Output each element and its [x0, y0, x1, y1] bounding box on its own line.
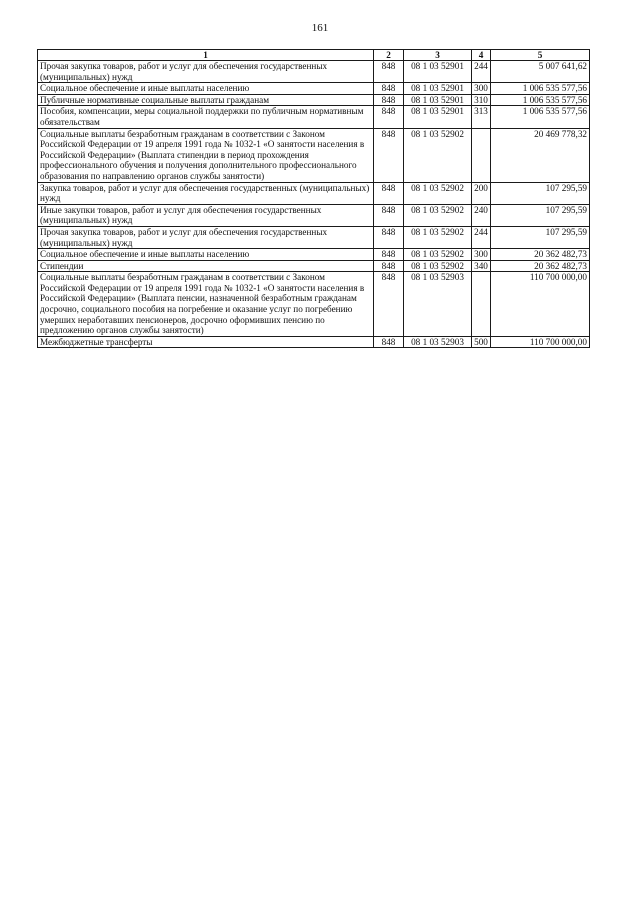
budget-table — [37, 49, 590, 348]
row-target-code: 08 1 03 52902 — [404, 204, 472, 226]
row-amount: 107 295,59 — [491, 226, 590, 248]
table-row — [38, 182, 590, 204]
row-name: Межбюджетные трансферты — [38, 336, 374, 348]
row-amount: 20 362 482,73 — [491, 260, 590, 272]
row-ministry-code: 848 — [374, 226, 404, 248]
header-col-5: 5 — [491, 50, 590, 61]
row-name: Стипендии — [38, 260, 374, 272]
row-name: Иные закупки товаров, работ и услуг для обеспечения государственных (муниципальных) нужд — [38, 204, 374, 226]
row-name: Прочая закупка товаров, работ и услуг для обеспечения государственных (муниципальных) нужд — [38, 61, 374, 83]
row-expense-type — [472, 128, 491, 182]
row-amount: 1 006 535 577,56 — [491, 83, 590, 95]
row-expense-type: 310 — [472, 94, 491, 106]
row-expense-type — [472, 272, 491, 337]
row-target-code: 08 1 03 52902 — [404, 182, 472, 204]
row-expense-type: 300 — [472, 83, 491, 95]
row-target-code: 08 1 03 52901 — [404, 83, 472, 95]
row-name: Социальные выплаты безработным гражданам в соответствии с Законом Российской Федерации от 19 апреля 1991 года № 1032-1 «О занятости населения в Российской Федерации» (Выплата стипендии в период прохождения профессионального обучения и получения дополнительного профессионального образования по направлению органов службы занятости) — [38, 128, 374, 182]
row-target-code: 08 1 03 52902 — [404, 249, 472, 261]
row-amount: 107 295,59 — [491, 204, 590, 226]
row-target-code: 08 1 03 52901 — [404, 61, 472, 83]
row-ministry-code: 848 — [374, 83, 404, 95]
row-name: Социальное обеспечение и иные выплаты населению — [38, 249, 374, 261]
row-amount: 5 007 641,62 — [491, 61, 590, 83]
header-col-3: 3 — [404, 50, 472, 61]
row-amount: 110 700 000,00 — [491, 336, 590, 348]
table-body — [38, 61, 590, 348]
row-expense-type: 244 — [472, 226, 491, 248]
row-ministry-code: 848 — [374, 272, 404, 337]
row-amount: 107 295,59 — [491, 182, 590, 204]
header-row — [38, 50, 590, 61]
row-target-code: 08 1 03 52903 — [404, 336, 472, 348]
table-row — [38, 260, 590, 272]
row-name: Социальные выплаты безработным гражданам в соответствии с Законом Российской Федерации от 19 апреля 1991 года № 1032-1 «О занятости населения в Российской Федерации» (Выплата пенсии, назначенной безработным гражданам досрочно, социального пособия на погребение и оказание услуг по погребению умерших неработавших пенсионеров, досрочно оформивших пенсию по предложению органов службы занятости) — [38, 272, 374, 337]
row-amount: 1 006 535 577,56 — [491, 106, 590, 128]
row-target-code: 08 1 03 52901 — [404, 94, 472, 106]
row-target-code: 08 1 03 52901 — [404, 106, 472, 128]
row-expense-type: 300 — [472, 249, 491, 261]
row-ministry-code: 848 — [374, 106, 404, 128]
table-row — [38, 128, 590, 182]
row-expense-type: 200 — [472, 182, 491, 204]
table-row — [38, 61, 590, 83]
row-expense-type: 244 — [472, 61, 491, 83]
table-row — [38, 336, 590, 348]
row-ministry-code: 848 — [374, 204, 404, 226]
table-header — [38, 50, 590, 61]
table-row — [38, 249, 590, 261]
row-ministry-code: 848 — [374, 128, 404, 182]
row-target-code: 08 1 03 52902 — [404, 260, 472, 272]
row-expense-type: 313 — [472, 106, 491, 128]
row-name: Публичные нормативные социальные выплаты гражданам — [38, 94, 374, 106]
row-amount: 20 362 482,73 — [491, 249, 590, 261]
row-target-code: 08 1 03 52903 — [404, 272, 472, 337]
row-expense-type: 500 — [472, 336, 491, 348]
row-ministry-code: 848 — [374, 249, 404, 261]
table-row — [38, 94, 590, 106]
row-ministry-code: 848 — [374, 260, 404, 272]
table-row — [38, 272, 590, 337]
row-name: Пособия, компенсации, меры социальной поддержки по публичным нормативным обязательствам — [38, 106, 374, 128]
row-target-code: 08 1 03 52902 — [404, 226, 472, 248]
row-ministry-code: 848 — [374, 336, 404, 348]
row-target-code: 08 1 03 52902 — [404, 128, 472, 182]
table-row — [38, 226, 590, 248]
header-col-4: 4 — [472, 50, 491, 61]
page-number: 161 — [311, 22, 329, 34]
row-amount: 110 700 000,00 — [491, 272, 590, 337]
header-col-2: 2 — [374, 50, 404, 61]
table-row — [38, 83, 590, 95]
table-row — [38, 106, 590, 128]
row-ministry-code: 848 — [374, 61, 404, 83]
row-expense-type: 340 — [472, 260, 491, 272]
row-ministry-code: 848 — [374, 182, 404, 204]
row-expense-type: 240 — [472, 204, 491, 226]
table-row — [38, 204, 590, 226]
row-amount: 1 006 535 577,56 — [491, 94, 590, 106]
row-name: Закупка товаров, работ и услуг для обеспечения государственных (муниципальных) нужд — [38, 182, 374, 204]
row-name: Прочая закупка товаров, работ и услуг для обеспечения государственных (муниципальных) нужд — [38, 226, 374, 248]
header-col-1: 1 — [38, 50, 374, 61]
row-ministry-code: 848 — [374, 94, 404, 106]
row-amount: 20 469 778,32 — [491, 128, 590, 182]
row-name: Социальное обеспечение и иные выплаты населению — [38, 83, 374, 95]
